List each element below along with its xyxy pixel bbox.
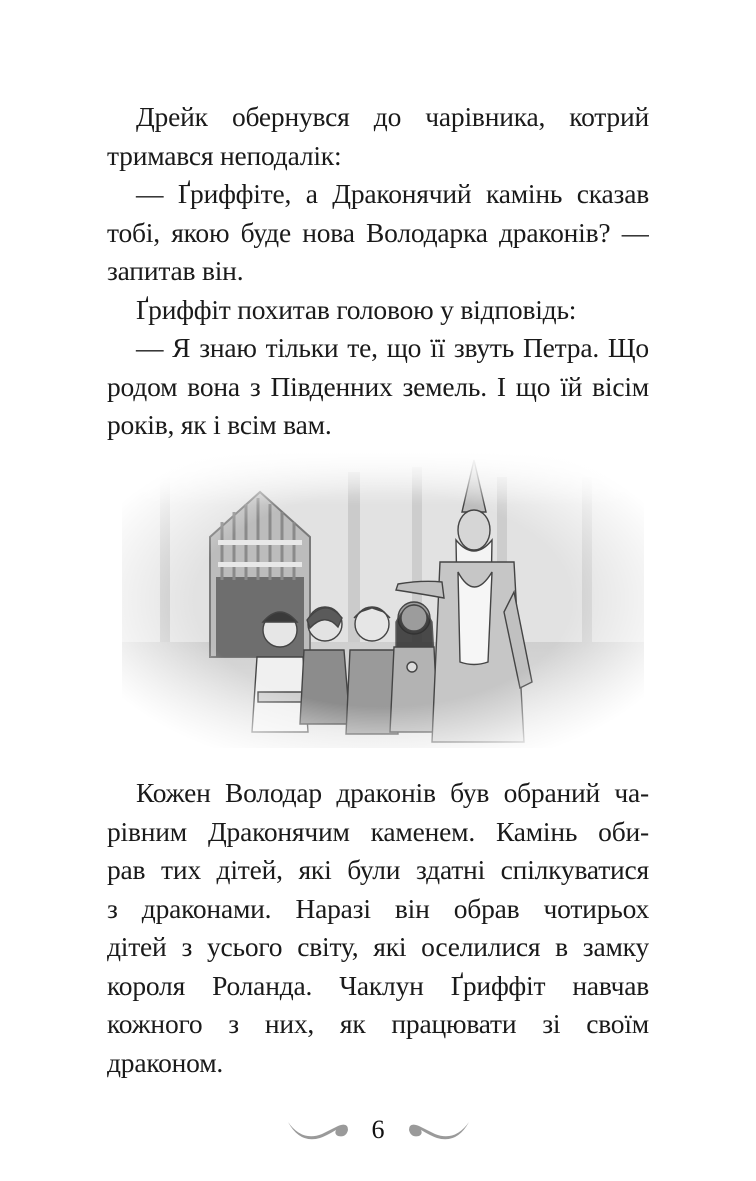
text-line: рівним Драконячим каменем. Камінь оби- [107,815,649,847]
text-line: короля Роланда. Чаклун Ґриффіт навчав [107,969,649,1001]
text-block-top [107,98,649,445]
text-line: років, як і всім вам. [107,409,332,440]
page-number: 6 [371,1115,385,1144]
text-line: дітей з усього світу, які оселилися в замку [107,931,649,962]
text-line: тобі, якою буде нова Володарка драконів? — [107,216,649,248]
text-line: тримався неподалік: [107,139,342,171]
text-line: Дрейк обернувся до чарівника, котрий [136,101,649,132]
text-line: рав тих дітей, які були здатні спілкуватися [107,854,649,885]
page-footer [0,1108,756,1152]
swash-ornament-left-icon [286,1116,350,1144]
text-line: — Ґриффіте, а Драконячий камінь сказав [136,178,649,209]
text-line: Ґриффіт похитав головою у відповідь: [136,293,577,325]
text-line: — Я знаю тільки те, що її звуть Петра. Що [136,332,649,363]
text-line: кожного з них, як працювати зі своїм [107,1008,649,1039]
swash-ornament-right-icon [407,1116,471,1144]
text-block-bottom [107,774,649,1082]
text-line: запитав він. [107,255,244,286]
text-line: Кожен Володар драконів був обраний ча- [136,777,649,808]
text-line: з драконами. Наразі він обрав чотирьох [107,892,649,924]
text-line: драконом. [107,1046,224,1078]
text-line: родом вона з Південних земель. І що їй вісім [107,370,649,402]
wizard-and-children-illustration [122,452,644,748]
